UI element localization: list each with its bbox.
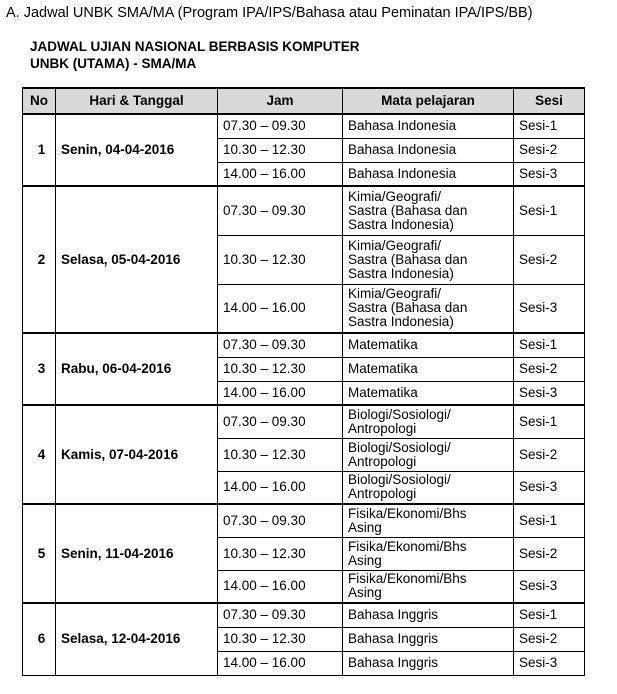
- session-cell: Sesi-2: [514, 138, 585, 162]
- subject-line: Biologi/Sosiologi/: [348, 439, 451, 455]
- subject-line: Kimia/Geografi/: [348, 286, 442, 302]
- session-cell: Sesi-2: [514, 438, 585, 471]
- subject-cell: [343, 405, 514, 438]
- subject-cell: Bahasa Inggris: [343, 603, 514, 627]
- subject-cell: Matematika: [343, 381, 514, 405]
- time-cell: 14.00 – 16.00: [218, 471, 343, 504]
- subject-line: Sastra (Bahasa dan: [348, 251, 468, 267]
- subject-cell: Bahasa Inggris: [343, 651, 514, 675]
- subject-cell: [343, 570, 514, 603]
- subject-line: Asing: [348, 585, 382, 601]
- time-cell: 07.30 – 09.30: [218, 603, 343, 627]
- subject-cell: [343, 186, 514, 235]
- day-date: Kamis, 07-04-2016: [56, 405, 218, 504]
- subject-line: Antropologi: [348, 420, 417, 436]
- subject-cell: [343, 471, 514, 504]
- section-title: A. Jadwal UNBK SMA/MA (Program IPA/IPS/Bahasa atau Peminatan IPA/IPS/BB): [6, 5, 533, 21]
- session-cell: Sesi-3: [514, 651, 585, 675]
- time-cell: 14.00 – 16.00: [218, 570, 343, 603]
- time-cell: 14.00 – 16.00: [218, 651, 343, 675]
- table-row: [23, 333, 585, 357]
- time-cell: 07.30 – 09.30: [218, 333, 343, 357]
- session-cell: Sesi-1: [514, 504, 585, 537]
- time-cell: 10.30 – 12.30: [218, 627, 343, 651]
- time-cell: 07.30 – 09.30: [218, 186, 343, 235]
- time-cell: 10.30 – 12.30: [218, 235, 343, 284]
- header-subject: Mata pelajaran: [343, 88, 514, 114]
- exam-schedule-table: [22, 87, 585, 676]
- session-cell: Sesi-3: [514, 162, 585, 186]
- subject-line: Sastra (Bahasa dan: [348, 202, 468, 218]
- subject-cell: [343, 504, 514, 537]
- subject-line: Asing: [348, 519, 382, 535]
- subject-line: Asing: [348, 552, 382, 568]
- time-cell: 10.30 – 12.30: [218, 138, 343, 162]
- subject-cell: Bahasa Indonesia: [343, 114, 514, 138]
- time-cell: 07.30 – 09.30: [218, 405, 343, 438]
- session-cell: Sesi-2: [514, 627, 585, 651]
- subject-line: Sastra (Bahasa dan: [348, 300, 468, 316]
- subject-line: Sastra Indonesia): [348, 265, 454, 281]
- table-row: [23, 504, 585, 537]
- session-cell: Sesi-2: [514, 537, 585, 570]
- subject-cell: Bahasa Indonesia: [343, 162, 514, 186]
- session-cell: Sesi-1: [514, 603, 585, 627]
- row-number: 2: [23, 186, 56, 333]
- subject-cell: [343, 438, 514, 471]
- day-date: Selasa, 12-04-2016: [56, 603, 218, 675]
- time-cell: 10.30 – 12.30: [218, 357, 343, 381]
- row-number: 5: [23, 504, 56, 603]
- time-cell: 10.30 – 12.30: [218, 537, 343, 570]
- day-date: Senin, 04-04-2016: [56, 114, 218, 186]
- schedule-body: [23, 114, 585, 675]
- session-cell: Sesi-1: [514, 333, 585, 357]
- header-session: Sesi: [514, 88, 585, 114]
- session-cell: Sesi-1: [514, 186, 585, 235]
- document-title: JADWAL UJIAN NASIONAL BERBASIS KOMPUTER: [30, 39, 360, 54]
- subject-cell: Matematika: [343, 333, 514, 357]
- subject-line: Antropologi: [348, 453, 417, 469]
- time-cell: 07.30 – 09.30: [218, 504, 343, 537]
- time-cell: 07.30 – 09.30: [218, 114, 343, 138]
- table-row: [23, 603, 585, 627]
- session-cell: Sesi-3: [514, 570, 585, 603]
- table-header-row: [23, 88, 585, 114]
- time-cell: 14.00 – 16.00: [218, 284, 343, 333]
- subject-line: Fisika/Ekonomi/Bhs: [348, 538, 467, 554]
- row-number: 3: [23, 333, 56, 405]
- session-cell: Sesi-3: [514, 284, 585, 333]
- session-cell: Sesi-2: [514, 235, 585, 284]
- subject-line: Sastra Indonesia): [348, 314, 454, 330]
- header-no: No: [23, 88, 56, 114]
- session-cell: Sesi-3: [514, 471, 585, 504]
- subject-line: Sastra Indonesia): [348, 216, 454, 232]
- time-cell: 10.30 – 12.30: [218, 438, 343, 471]
- subject-line: Biologi/Sosiologi/: [348, 406, 451, 422]
- subject-line: Biologi/Sosiologi/: [348, 472, 451, 488]
- time-cell: 14.00 – 16.00: [218, 162, 343, 186]
- subject-line: Fisika/Ekonomi/Bhs: [348, 571, 467, 587]
- session-cell: Sesi-2: [514, 357, 585, 381]
- session-cell: Sesi-1: [514, 405, 585, 438]
- row-number: 1: [23, 114, 56, 186]
- row-number: 4: [23, 405, 56, 504]
- session-cell: Sesi-3: [514, 381, 585, 405]
- table-row: [23, 405, 585, 438]
- day-date: Selasa, 05-04-2016: [56, 186, 218, 333]
- time-cell: 14.00 – 16.00: [218, 381, 343, 405]
- subject-cell: Bahasa Indonesia: [343, 138, 514, 162]
- table-row: [23, 114, 585, 138]
- subject-cell: Bahasa Inggris: [343, 627, 514, 651]
- table-row: [23, 186, 585, 235]
- subject-line: Antropologi: [348, 486, 417, 502]
- subject-line: Fisika/Ekonomi/Bhs: [348, 505, 467, 521]
- day-date: Senin, 11-04-2016: [56, 504, 218, 603]
- header-time: Jam: [218, 88, 343, 114]
- header-day-date: Hari & Tanggal: [56, 88, 218, 114]
- subject-cell: [343, 235, 514, 284]
- subject-cell: [343, 284, 514, 333]
- subject-line: Kimia/Geografi/: [348, 237, 442, 253]
- document-subtitle: UNBK (UTAMA) - SMA/MA: [30, 56, 197, 71]
- subject-cell: Matematika: [343, 357, 514, 381]
- row-number: 6: [23, 603, 56, 675]
- day-date: Rabu, 06-04-2016: [56, 333, 218, 405]
- subject-line: Kimia/Geografi/: [348, 188, 442, 204]
- subject-cell: [343, 537, 514, 570]
- session-cell: Sesi-1: [514, 114, 585, 138]
